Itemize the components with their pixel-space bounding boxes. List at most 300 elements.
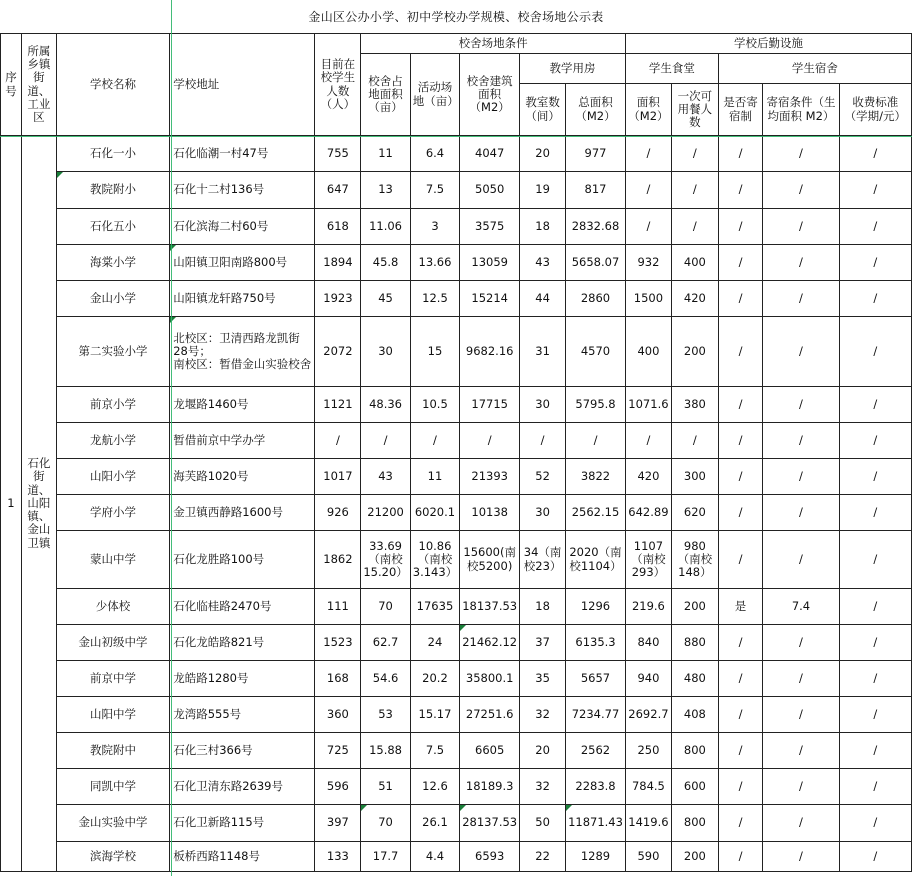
classrooms-value: 20: [535, 742, 550, 757]
classrooms-value: 18: [535, 598, 550, 613]
activity-value: 13.66: [418, 254, 452, 269]
activity-value: 17635: [416, 598, 454, 613]
students-value: 596: [326, 778, 349, 793]
site-value: 15.88: [369, 742, 403, 757]
cell-total: [566, 317, 626, 387]
classrooms-value: 20: [535, 145, 550, 160]
cell-address: [170, 209, 315, 245]
cell-boarding: [718, 661, 763, 697]
cell-building: [460, 209, 520, 245]
cell-classrooms: [520, 842, 566, 872]
cell-address: [170, 423, 315, 459]
table-row: [1, 733, 912, 769]
site-value: 70: [378, 598, 393, 613]
cell-building: [460, 172, 520, 209]
cell-boarding: [718, 589, 763, 625]
fee-value: /: [873, 254, 878, 269]
cell-site: [361, 769, 410, 805]
capacity-value: 400: [683, 254, 706, 269]
cell-classrooms: [520, 209, 566, 245]
cell-boarding: [718, 625, 763, 661]
total-value: 5795.8: [575, 396, 616, 411]
cell-classrooms: [520, 423, 566, 459]
cell-classrooms: [520, 495, 566, 531]
total-value: 6135.3: [575, 634, 616, 649]
district-cell: 石化街道、山阳镇、金山卫镇: [21, 136, 56, 872]
classrooms-value: 32: [535, 706, 550, 721]
address-value: 石化龙胜路100号: [173, 551, 265, 566]
cell-name: [56, 697, 169, 733]
cell-address: [170, 697, 315, 733]
canteen-area-value: 250: [637, 742, 660, 757]
cell-building: [460, 589, 520, 625]
cell-canteen-area: [625, 245, 671, 281]
cell-capacity: [671, 589, 718, 625]
students-value: 133: [326, 848, 349, 863]
boarding-value: /: [738, 468, 743, 483]
fee-value: /: [873, 598, 878, 613]
building-value: 21393: [471, 468, 508, 483]
cell-site: [361, 172, 410, 209]
cell-name: [56, 625, 169, 661]
building-value: 15600(南校5200): [463, 545, 516, 573]
cell-building: [460, 733, 520, 769]
table-row: [1, 387, 912, 423]
dorm-value: /: [799, 848, 803, 863]
cell-activity: [410, 317, 459, 387]
cell-boarding: [718, 769, 763, 805]
cell-canteen-area: [625, 531, 671, 589]
boarding-value: /: [738, 670, 743, 685]
total-value: /: [593, 432, 598, 447]
cell-activity: [410, 842, 459, 872]
building-value: 18137.53: [462, 598, 518, 613]
cell-total: [566, 423, 626, 459]
classrooms-value: 22: [535, 848, 550, 863]
building-value: 21462.12: [462, 634, 518, 649]
cell-address: [170, 661, 315, 697]
dorm-value: /: [799, 504, 803, 519]
total-value: 5658.07: [571, 254, 620, 269]
cell-activity: [410, 805, 459, 842]
cell-dorm: [763, 136, 839, 172]
cell-fee: [839, 495, 911, 531]
cell-canteen-area: [625, 387, 671, 423]
boarding-value: /: [738, 815, 743, 830]
dorm-value: /: [799, 343, 803, 358]
cell-students: [315, 317, 361, 387]
cell-building: [460, 805, 520, 842]
name-value: 金山小学: [90, 290, 137, 305]
cell-building: [460, 531, 520, 589]
cell-site: [361, 589, 410, 625]
cell-dorm: [763, 495, 839, 531]
site-value: 21200: [367, 504, 404, 519]
boarding-value: /: [738, 551, 743, 566]
activity-value: 6020.1: [414, 504, 456, 519]
cell-name: [56, 459, 169, 495]
table-row: [1, 495, 912, 531]
cell-fee: [839, 423, 911, 459]
cell-name: [56, 805, 169, 842]
table-row: [1, 625, 912, 661]
name-value: 山阳小学: [90, 468, 137, 483]
students-value: 1523: [323, 634, 353, 649]
cell-capacity: [671, 459, 718, 495]
cell-comment-marker: [361, 805, 367, 811]
cell-boarding: [718, 245, 763, 281]
name-value: 第二实验小学: [78, 343, 148, 358]
cell-fee: [839, 317, 911, 387]
cell-boarding: [718, 733, 763, 769]
cell-classrooms: [520, 281, 566, 317]
capacity-value: 200: [683, 598, 706, 613]
cell-name: [56, 172, 169, 209]
cell-name: [56, 281, 169, 317]
classrooms-value: 37: [535, 634, 550, 649]
total-value: 977: [584, 145, 607, 160]
cell-name: [56, 423, 169, 459]
students-value: 1017: [323, 468, 353, 483]
total-value: 5657: [580, 670, 611, 685]
cell-address: [170, 459, 315, 495]
cell-classrooms: [520, 459, 566, 495]
cell-site: [361, 209, 410, 245]
site-value: 62.7: [372, 634, 399, 649]
canteen-area-value: /: [646, 432, 651, 447]
cell-students: [315, 423, 361, 459]
address-value: 山阳镇龙轩路750号: [173, 290, 276, 305]
cell-students: [315, 589, 361, 625]
classrooms-value: 32: [535, 778, 550, 793]
cell-dorm: [763, 209, 839, 245]
cell-total: [566, 281, 626, 317]
cell-site: [361, 495, 410, 531]
header-building-area: 校舍建筑面积（M2）: [460, 54, 520, 136]
activity-value: /: [433, 432, 437, 447]
cell-building: [460, 387, 520, 423]
cell-capacity: [671, 317, 718, 387]
address-value: 海芙路1020号: [173, 468, 249, 483]
header-canteen-capacity: 一次可用餐人数: [671, 84, 718, 136]
cell-activity: [410, 769, 459, 805]
dorm-value: /: [799, 706, 803, 721]
canteen-area-value: 590: [637, 848, 660, 863]
cell-total: [566, 697, 626, 733]
cell-site: [361, 459, 410, 495]
capacity-value: /: [692, 145, 697, 160]
classrooms-value: 30: [535, 504, 550, 519]
activity-value: 11: [427, 468, 443, 483]
cell-site: [361, 387, 410, 423]
cell-canteen-area: [625, 495, 671, 531]
activity-value: 26.1: [422, 815, 448, 830]
cell-fee: [839, 661, 911, 697]
cell-dorm: [763, 317, 839, 387]
cell-canteen-area: [625, 209, 671, 245]
cell-capacity: [671, 495, 718, 531]
cell-site: [361, 281, 410, 317]
name-value: 蒙山中学: [90, 551, 137, 566]
school-table: [0, 33, 912, 872]
name-value: 金山初级中学: [78, 634, 148, 649]
cell-site: [361, 625, 410, 661]
students-value: 725: [326, 742, 349, 757]
cell-total: [566, 661, 626, 697]
cell-fee: [839, 769, 911, 805]
students-value: 397: [326, 815, 349, 830]
site-value: 54.6: [372, 670, 399, 685]
canteen-area-value: 940: [637, 670, 660, 685]
cell-capacity: [671, 209, 718, 245]
cell-site: [361, 733, 410, 769]
dorm-value: /: [799, 290, 803, 305]
site-value: 43: [378, 468, 393, 483]
activity-value: 12.5: [422, 290, 448, 305]
table-row: [1, 423, 912, 459]
cell-boarding: [718, 423, 763, 459]
header-group-dorm: 学生宿舍: [718, 54, 911, 84]
cell-dorm: [763, 387, 839, 423]
table-row: [1, 769, 912, 805]
cell-total: [566, 245, 626, 281]
cell-address: [170, 531, 315, 589]
header-group-canteen: 学生食堂: [625, 54, 718, 84]
fee-value: /: [873, 504, 878, 519]
site-value: 51: [378, 778, 393, 793]
cell-students: [315, 136, 361, 172]
cell-capacity: [671, 531, 718, 589]
cell-classrooms: [520, 769, 566, 805]
name-value: 龙航小学: [90, 432, 137, 447]
cell-building: [460, 697, 520, 733]
site-value: 48.36: [369, 396, 403, 411]
fee-value: /: [873, 778, 878, 793]
cell-total: [566, 733, 626, 769]
dorm-value: /: [799, 432, 803, 447]
cell-name: [56, 495, 169, 531]
cell-classrooms: [520, 697, 566, 733]
cell-name: [56, 317, 169, 387]
header-district: 所属乡镇街道、工业区: [21, 34, 56, 136]
cell-capacity: [671, 805, 718, 842]
site-value: 33.69（南校15.20）: [363, 538, 408, 580]
name-value: 前京小学: [90, 396, 137, 411]
address-value: 板桥西路1148号: [173, 848, 261, 863]
building-value: 17715: [471, 396, 508, 411]
name-value: 山阳中学: [90, 706, 137, 721]
capacity-value: /: [692, 182, 697, 197]
dorm-value: /: [799, 670, 803, 685]
name-value: 少体校: [95, 598, 131, 613]
building-value: 6593: [475, 848, 505, 863]
building-value: 4047: [475, 145, 505, 160]
address-value: 石化临桂路2470号: [173, 598, 272, 613]
classrooms-value: /: [540, 432, 545, 447]
name-value: 教院附中: [90, 742, 137, 757]
table-row: [1, 842, 912, 872]
fee-value: /: [873, 706, 878, 721]
building-value: 18189.3: [465, 778, 514, 793]
cell-boarding: [718, 281, 763, 317]
cell-fee: [839, 697, 911, 733]
fee-value: /: [873, 634, 878, 649]
activity-value: 15.17: [418, 706, 452, 721]
cell-site: [361, 423, 410, 459]
total-value: 7234.77: [571, 706, 620, 721]
cell-boarding: [718, 317, 763, 387]
cell-canteen-area: [625, 172, 671, 209]
activity-value: 15: [427, 343, 443, 358]
cell-dorm: [763, 625, 839, 661]
cell-canteen-area: [625, 589, 671, 625]
classrooms-value: 31: [535, 343, 550, 358]
cell-capacity: [671, 245, 718, 281]
name-value: 同凯中学: [90, 778, 137, 793]
cell-dorm: [763, 245, 839, 281]
cell-fee: [839, 172, 911, 209]
dorm-value: /: [799, 634, 803, 649]
cell-students: [315, 172, 361, 209]
capacity-value: 200: [683, 343, 706, 358]
cell-students: [315, 209, 361, 245]
cell-fee: [839, 387, 911, 423]
cell-classrooms: [520, 661, 566, 697]
dorm-value: /: [799, 551, 803, 566]
cell-canteen-area: [625, 805, 671, 842]
cell-dorm: [763, 589, 839, 625]
students-value: 1862: [323, 551, 353, 566]
building-value: 15214: [471, 290, 508, 305]
table-row: [1, 136, 912, 172]
cell-name: [56, 245, 169, 281]
cell-classrooms: [520, 136, 566, 172]
table-row: [1, 317, 912, 387]
cell-dorm: [763, 281, 839, 317]
fee-value: /: [873, 145, 878, 160]
cell-site: [361, 661, 410, 697]
dorm-value: /: [799, 468, 803, 483]
address-value: 石化滨海二村60号: [173, 218, 269, 233]
activity-value: 10.5: [422, 396, 448, 411]
cell-canteen-area: [625, 733, 671, 769]
cell-fee: [839, 459, 911, 495]
cell-students: [315, 531, 361, 589]
table-row: [1, 589, 912, 625]
canteen-area-value: 420: [637, 468, 660, 483]
cell-fee: [839, 625, 911, 661]
cell-comment-marker: [170, 245, 176, 251]
header-group-logistics: 学校后勤设施: [625, 34, 911, 54]
students-value: 1923: [323, 290, 353, 305]
fee-value: /: [873, 182, 878, 197]
total-value: 2283.8: [575, 778, 616, 793]
dorm-value: 7.4: [791, 598, 811, 613]
cell-students: [315, 661, 361, 697]
cell-building: [460, 842, 520, 872]
cell-activity: [410, 281, 459, 317]
name-value: 石化一小: [90, 145, 137, 160]
students-value: 168: [326, 670, 349, 685]
building-value: 27251.6: [465, 706, 514, 721]
activity-value: 12.6: [422, 778, 448, 793]
total-value: 2020（南校1104）: [569, 545, 622, 573]
table-row: [1, 459, 912, 495]
name-value: 石化五小: [90, 218, 137, 233]
cell-activity: [410, 589, 459, 625]
students-value: 618: [326, 218, 349, 233]
canteen-area-value: 1107（南校293）: [631, 538, 666, 580]
cell-building: [460, 495, 520, 531]
boarding-value: /: [738, 848, 743, 863]
cell-capacity: [671, 769, 718, 805]
header-classrooms: 教室数（间）: [520, 84, 566, 136]
cell-address: [170, 589, 315, 625]
classrooms-value: 43: [535, 254, 550, 269]
dorm-value: /: [799, 182, 803, 197]
cell-capacity: [671, 842, 718, 872]
cell-canteen-area: [625, 423, 671, 459]
cell-students: [315, 459, 361, 495]
capacity-value: 620: [683, 504, 706, 519]
cell-canteen-area: [625, 281, 671, 317]
cell-building: [460, 136, 520, 172]
cell-activity: [410, 495, 459, 531]
table-row: [1, 245, 912, 281]
cell-canteen-area: [625, 459, 671, 495]
canteen-area-value: 1419.6: [628, 815, 669, 830]
table-row: [1, 172, 912, 209]
cell-total: [566, 842, 626, 872]
building-value: 3575: [475, 218, 505, 233]
address-value: 北校区：卫清西路龙凯街28号； 南校区：暂借金山实验校舍: [173, 330, 312, 372]
cell-total: [566, 805, 626, 842]
cell-building: [460, 423, 520, 459]
boarding-value: /: [738, 432, 743, 447]
cell-capacity: [671, 423, 718, 459]
fee-value: /: [873, 468, 878, 483]
cell-capacity: [671, 387, 718, 423]
canteen-area-value: 2692.7: [628, 706, 669, 721]
canteen-area-value: 219.6: [631, 598, 665, 613]
capacity-value: /: [692, 432, 697, 447]
cell-total: [566, 387, 626, 423]
boarding-value: /: [738, 218, 743, 233]
cell-name: [56, 387, 169, 423]
fee-value: /: [873, 670, 878, 685]
header-site-area: 校舍占地面积（亩）: [361, 54, 410, 136]
canteen-area-value: 400: [637, 343, 660, 358]
cell-boarding: [718, 387, 763, 423]
header-boarding: 是否寄宿制: [718, 84, 763, 136]
cell-name: [56, 769, 169, 805]
cell-boarding: [718, 531, 763, 589]
cell-address: [170, 317, 315, 387]
capacity-value: 600: [683, 778, 706, 793]
cell-address: [170, 769, 315, 805]
table-body: [1, 136, 912, 872]
cell-fee: [839, 209, 911, 245]
cell-site: [361, 531, 410, 589]
cell-building: [460, 459, 520, 495]
site-value: 17.7: [372, 848, 399, 863]
cell-building: [460, 625, 520, 661]
cell-dorm: [763, 805, 839, 842]
cell-building: [460, 661, 520, 697]
cell-students: [315, 495, 361, 531]
address-value: 暂借前京中学办学: [173, 432, 266, 447]
header-school-name: 学校名称: [56, 34, 169, 136]
